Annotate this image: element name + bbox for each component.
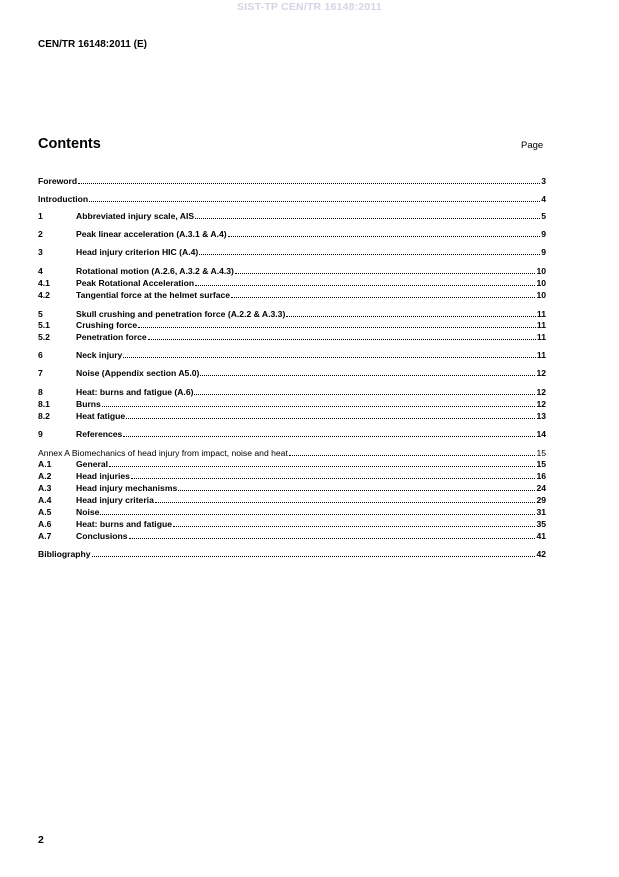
toc-entry-title: Heat: burns and fatigue	[76, 519, 172, 529]
toc-entry[interactable]	[38, 549, 546, 560]
toc-entry-title: Neck injury	[76, 350, 123, 360]
toc-entry-title: Peak linear acceleration (A.3.1 & A.4)	[76, 229, 227, 239]
toc-entry[interactable]	[38, 531, 546, 542]
toc-entry[interactable]	[38, 176, 546, 187]
toc-entry-title: Head injury mechanisms	[76, 483, 178, 493]
toc-entry-page: 29	[536, 495, 546, 505]
toc-entry-title: Head injury criterion HIC (A.4)	[76, 247, 199, 257]
toc-entry-title: Penetration force	[76, 332, 147, 342]
toc-entry-number: 5.1	[38, 320, 50, 330]
toc-entry-page: 12	[536, 399, 546, 409]
toc-entry-page: 15	[536, 459, 546, 469]
toc-entry-title: Introduction	[38, 194, 89, 204]
toc-entry-title: Head injuries	[76, 471, 130, 481]
toc-dot-leader	[138, 320, 536, 328]
toc-entry[interactable]	[38, 411, 546, 422]
toc-entry-page: 9	[541, 247, 546, 257]
toc-entry-number: 1	[38, 211, 43, 221]
page-column-label: Page	[521, 140, 544, 151]
toc-entry-page: 15	[536, 448, 546, 458]
toc-entry-number: 2	[38, 229, 43, 239]
toc-entry-title: Heat fatigue	[76, 411, 126, 421]
toc-entry-title: Conclusions	[76, 531, 128, 541]
toc-dot-leader	[235, 266, 536, 274]
toc-entry-page: 13	[536, 411, 546, 421]
toc-dot-leader	[131, 471, 535, 479]
toc-entry-title: Burns	[76, 399, 101, 409]
toc-entry[interactable]	[38, 448, 546, 459]
toc-entry[interactable]	[38, 350, 546, 361]
toc-dot-leader	[200, 368, 535, 376]
toc-entry-number: A.5	[38, 507, 52, 517]
toc-dot-leader	[173, 519, 535, 527]
toc-dot-leader	[228, 229, 541, 237]
toc-entry-page: 11	[536, 350, 546, 360]
toc-entry-page: 11	[536, 332, 546, 342]
toc-dot-leader	[92, 549, 536, 557]
toc-entry[interactable]	[38, 507, 546, 518]
toc-entry-number: 4	[38, 266, 43, 276]
toc-entry[interactable]	[38, 278, 546, 289]
toc-entry-page: 11	[536, 309, 546, 319]
toc-entry-page: 5	[541, 211, 546, 221]
toc-dot-leader	[78, 176, 540, 184]
toc-dot-leader	[199, 247, 540, 255]
toc-dot-leader	[89, 194, 540, 202]
toc-entry[interactable]	[38, 229, 546, 240]
toc-entry-number: 8.1	[38, 399, 50, 409]
toc-entry-number: 4.2	[38, 290, 50, 300]
toc-entry-page: 42	[536, 549, 546, 559]
toc-dot-leader	[102, 399, 536, 407]
toc-entry[interactable]	[38, 483, 546, 494]
toc-dot-leader	[195, 211, 540, 219]
toc-dot-leader	[231, 290, 535, 298]
toc-dot-leader	[194, 387, 535, 395]
toc-entry-title: Rotational motion (A.2.6, A.3.2 & A.4.3)	[76, 266, 234, 276]
toc-entry[interactable]	[38, 471, 546, 482]
toc-entry-page: 12	[536, 387, 546, 397]
toc-entry-title: Head injury criteria	[76, 495, 154, 505]
toc-entry[interactable]	[38, 247, 546, 258]
toc-entry-page: 11	[536, 320, 546, 330]
toc-entry-number: 6	[38, 350, 43, 360]
toc-entry-page: 31	[536, 507, 546, 517]
toc-entry[interactable]	[38, 266, 546, 277]
toc-entry-number: 5	[38, 309, 43, 319]
toc-dot-leader	[155, 495, 536, 503]
contents-heading: Contents	[38, 136, 101, 152]
toc-dot-leader	[195, 278, 535, 286]
toc-entry[interactable]	[38, 332, 546, 343]
toc-entry-title: References	[76, 429, 123, 439]
watermark: SIST-TP CEN/TR 16148:2011	[237, 1, 382, 13]
toc-entry-page: 14	[536, 429, 546, 439]
toc-entry-title: Noise	[76, 507, 100, 517]
toc-entry-title: Tangential force at the helmet surface	[76, 290, 231, 300]
document-id: CEN/TR 16148:2011 (E)	[38, 39, 147, 50]
toc-entry-page: 4	[541, 194, 546, 204]
toc-dot-leader	[123, 350, 536, 358]
toc-entry-number: A.2	[38, 471, 52, 481]
toc-entry[interactable]	[38, 290, 546, 301]
toc-entry-page: 41	[536, 531, 546, 541]
toc-entry-page: 10	[536, 290, 546, 300]
toc-entry-page: 9	[541, 229, 546, 239]
toc-entry[interactable]	[38, 519, 546, 530]
toc-entry-number: 4.1	[38, 278, 50, 288]
toc-entry-title: Annex A Biomechanics of head injury from impact, noise and heat	[38, 448, 288, 458]
toc-entry-title: Skull crushing and penetration force (A.2.2 & A.3.3)	[76, 309, 286, 319]
toc-entry[interactable]	[38, 194, 546, 205]
toc-entry-page: 3	[541, 176, 546, 186]
toc-entry-number: 7	[38, 368, 43, 378]
toc-entry[interactable]	[38, 429, 546, 440]
toc-entry-title: General	[76, 459, 109, 469]
toc-entry-title: Peak Rotational Acceleration	[76, 278, 195, 288]
toc-entry-title: Bibliography	[38, 549, 91, 559]
toc-entry[interactable]	[38, 399, 546, 410]
toc-entry[interactable]	[38, 320, 546, 331]
toc-entry-title: Noise (Appendix section A5.0)	[76, 368, 200, 378]
page-number: 2	[38, 834, 44, 846]
toc-entry-number: A.1	[38, 459, 52, 469]
toc-entry-title: Crushing force	[76, 320, 138, 330]
toc-entry[interactable]	[38, 387, 546, 398]
toc-entry-page: 16	[536, 471, 546, 481]
toc-dot-leader	[123, 429, 535, 437]
toc-entry[interactable]	[38, 309, 546, 320]
toc-dot-leader	[109, 459, 535, 467]
toc-dot-leader	[286, 309, 536, 317]
toc-entry-page: 24	[536, 483, 546, 493]
toc-entry[interactable]	[38, 368, 546, 379]
toc-entry-number: 8	[38, 387, 43, 397]
toc-dot-leader	[148, 332, 536, 340]
toc-entry[interactable]	[38, 211, 546, 222]
toc-entry-number: 5.2	[38, 332, 50, 342]
toc-entry-number: A.6	[38, 519, 52, 529]
toc-entry-number: A.3	[38, 483, 52, 493]
toc-entry-number: 9	[38, 429, 43, 439]
toc-entry-page: 12	[536, 368, 546, 378]
toc-entry-page: 10	[536, 266, 546, 276]
toc-entry-title: Heat: burns and fatigue (A.6)	[76, 387, 194, 397]
toc-dot-leader	[178, 483, 535, 491]
toc-entry-number: A.7	[38, 531, 52, 541]
toc-entry-title: Abbreviated injury scale, AIS	[76, 211, 195, 221]
toc-entry-page: 10	[536, 278, 546, 288]
toc-entry-title: Foreword	[38, 176, 78, 186]
toc-dot-leader	[100, 507, 535, 515]
toc-entry-number: A.4	[38, 495, 52, 505]
toc-dot-leader	[289, 448, 536, 456]
toc-entry[interactable]	[38, 495, 546, 506]
toc-dot-leader	[129, 531, 536, 539]
toc-entry-number: 3	[38, 247, 43, 257]
toc-entry-page: 35	[536, 519, 546, 529]
toc-entry[interactable]	[38, 459, 546, 470]
toc-entry-number: 8.2	[38, 411, 50, 421]
toc-dot-leader	[126, 411, 535, 419]
